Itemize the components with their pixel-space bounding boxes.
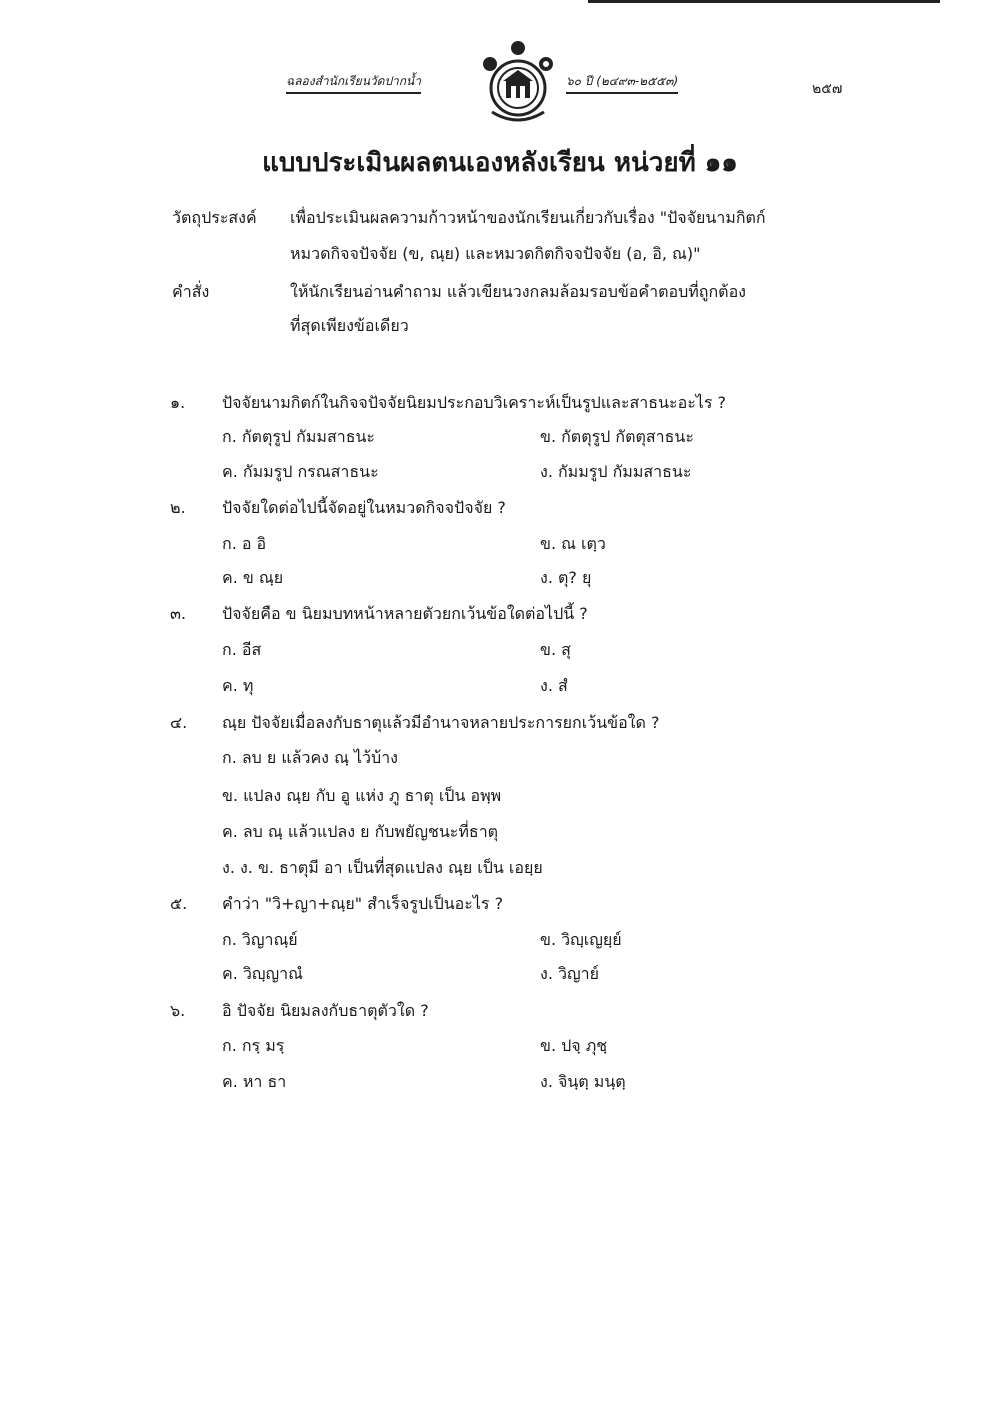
option-c[interactable]: ค. วิญฺญาณํ xyxy=(222,964,303,983)
option-d[interactable]: ง. จินฺตฺ มนฺตฺ xyxy=(540,1072,626,1091)
option-b[interactable]: ข. ปจฺ ภุชฺ xyxy=(540,1036,608,1055)
objective-line-2: หมวดกิจจปัจจัย (ข, ณฺย) และหมวดกิตกิจจปัจจัย (อ, อิ, ณ)" xyxy=(290,244,701,263)
option-d[interactable]: ง. วิญาย์ xyxy=(540,964,599,983)
option-a[interactable]: ก. กรฺ มรฺ xyxy=(222,1036,285,1055)
instruction-line-2: ที่สุดเพียงข้อเดียว xyxy=(290,316,409,335)
option-d[interactable]: ง. กัมมรูป กัมมสาธนะ xyxy=(540,462,692,481)
question-number: ๖. xyxy=(170,1001,186,1020)
option-d[interactable]: ง. สํ xyxy=(540,676,568,695)
question-number: ๓. xyxy=(170,604,187,623)
option-d[interactable]: ง. ง. ข. ธาตุมี อา เป็นที่สุดแปลง ณฺย เป็น เอยฺย xyxy=(222,858,543,877)
question-number: ๑. xyxy=(170,393,186,412)
top-rule xyxy=(588,0,940,3)
option-b[interactable]: ข. วิญฺเญยฺย์ xyxy=(540,930,622,949)
question-number: ๕. xyxy=(170,894,188,913)
instruction-line-1: ให้นักเรียนอ่านคำถาม แล้วเขียนวงกลมล้อมรอบข้อคำตอบที่ถูกต้อง xyxy=(290,282,746,301)
page-number: ๒๕๗ xyxy=(812,81,843,97)
question-text: ปัจจัยนามกิตก์ในกิจจปัจจัยนิยมประกอบวิเคราะห์เป็นรูปและสาธนะอะไร ? xyxy=(222,393,727,412)
option-a[interactable]: ก. อ อิ xyxy=(222,534,267,553)
objective-line-1: เพื่อประเมินผลความก้าวหน้าของนักเรียนเกี่ยวกับเรื่อง "ปัจจัยนามกิตก์ xyxy=(290,208,766,227)
option-c[interactable]: ค. กัมมรูป กรณสาธนะ xyxy=(222,462,379,481)
option-b[interactable]: ข. กัตตุรูป กัตตุสาธนะ xyxy=(540,427,694,446)
option-b[interactable]: ข. ณ เตฺว xyxy=(540,534,606,553)
question-number: ๔. xyxy=(170,713,188,732)
option-c[interactable]: ค. หา ธา xyxy=(222,1072,287,1091)
option-c[interactable]: ค. ทุ xyxy=(222,676,254,695)
header-right-text: ๖๐ ปี (๒๔๙๓-๒๕๕๓) xyxy=(566,72,678,94)
instruction-label: คำสั่ง xyxy=(172,282,210,301)
question-text: ปัจจัยคือ ข นิยมบทหน้าหลายตัวยกเว้นข้อใดต่อไปนี้ ? xyxy=(222,604,588,623)
question-number: ๒. xyxy=(170,498,186,517)
option-d[interactable]: ง. ตุ? ยุ xyxy=(540,568,592,587)
page-header xyxy=(0,38,1000,124)
option-c[interactable]: ค. ลบ ณฺ แล้วแปลง ย กับพยัญชนะที่ธาตุ xyxy=(222,822,499,841)
option-a[interactable]: ก. ลบ ย แล้วคง ณฺ ไว้บ้าง xyxy=(222,748,398,767)
question-text: อิ ปัจจัย นิยมลงกับธาตุตัวใด ? xyxy=(222,1001,429,1020)
question-text: ปัจจัยใดต่อไปนี้จัดอยู่ในหมวดกิจจปัจจัย ? xyxy=(222,498,506,517)
question-text: ณฺย ปัจจัยเมื่อลงกับธาตุแล้วมีอำนาจหลายประการยกเว้นข้อใด ? xyxy=(222,713,660,732)
header-left-text: ฉลองสำนักเรียนวัดปากน้ำ xyxy=(286,72,421,94)
option-b[interactable]: ข. แปลง ณฺย กับ อู แห่ง ภู ธาตุ เป็น อพฺพ xyxy=(222,786,502,805)
option-a[interactable]: ก. กัตตุรูป กัมมสาธนะ xyxy=(222,427,375,446)
objective-label: วัตถุประสงค์ xyxy=(172,208,257,227)
page-title: แบบประเมินผลตนเองหลังเรียน หน่วยที่ ๑๑ xyxy=(262,148,738,178)
temple-emblem-icon xyxy=(472,38,564,122)
option-a[interactable]: ก. วิญาณฺย์ xyxy=(222,930,298,949)
question-text: คำว่า "วิ+ญา+ณฺย" สำเร็จรูปเป็นอะไร ? xyxy=(222,894,504,913)
option-a[interactable]: ก. อีส xyxy=(222,640,262,659)
option-b[interactable]: ข. สุ xyxy=(540,640,571,659)
option-c[interactable]: ค. ข ณฺย xyxy=(222,568,284,587)
